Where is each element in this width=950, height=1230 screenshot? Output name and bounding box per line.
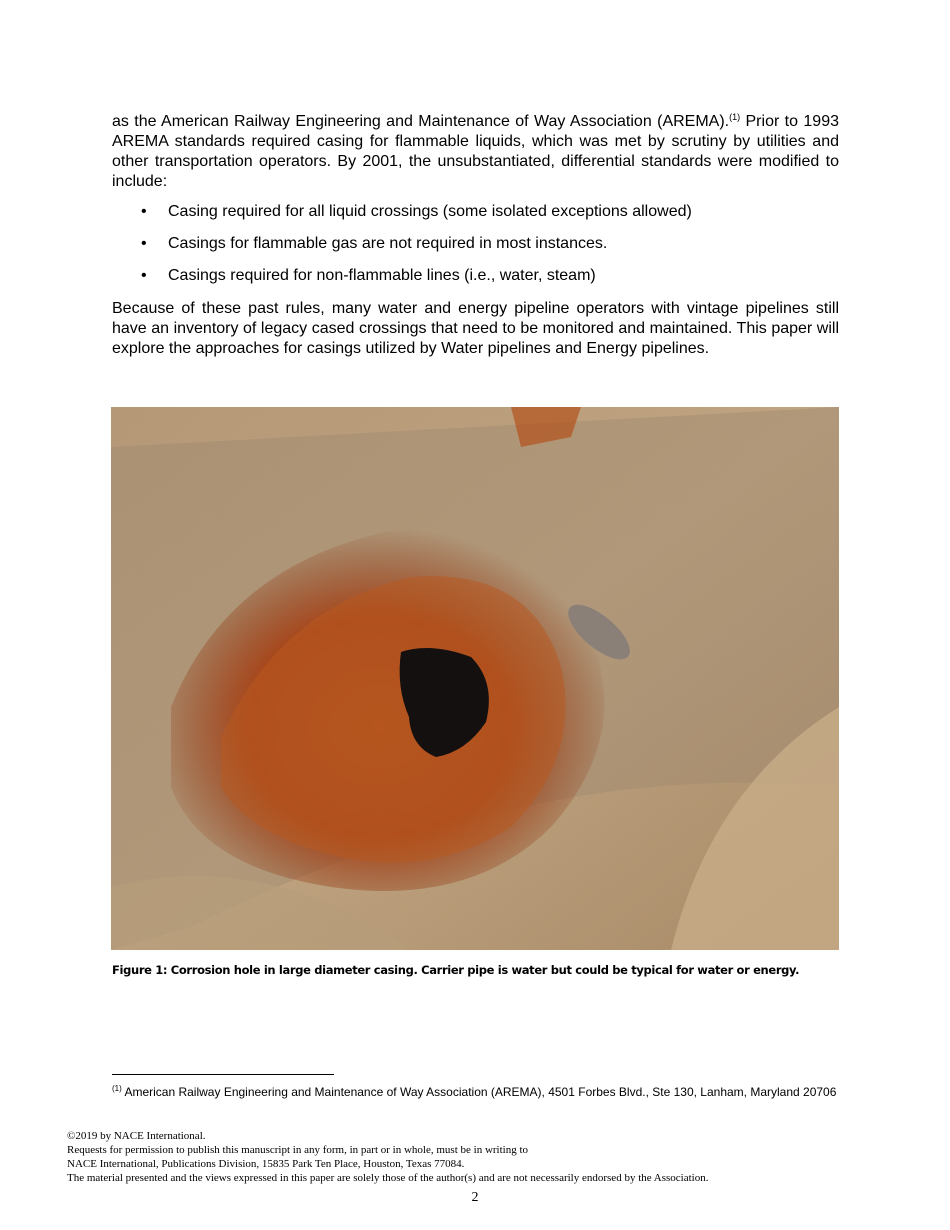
copyright-line: The material presented and the views expressed in this paper are solely those of the author(s) and are not necessarily endorsed by the Association. <box>67 1172 709 1184</box>
copyright-line: Requests for permission to publish this manuscript in any form, in part or in whole, must be in writing to <box>67 1144 529 1156</box>
list-item-text: Casings for flammable gas are not required in most instances. <box>168 235 608 252</box>
list-item <box>112 202 839 222</box>
list-item-text: Casing required for all liquid crossings (some isolated exceptions allowed) <box>168 203 692 220</box>
bullet-icon: • <box>141 267 147 284</box>
list-item-text: Casings required for non-flammable lines (i.e., water, steam) <box>168 267 596 284</box>
copyright-line: NACE International, Publications Division, 15835 Park Ten Place, Houston, Texas 77084. <box>67 1158 465 1170</box>
footnote-reference: (1) <box>729 112 741 122</box>
figure-1-photo <box>111 407 839 950</box>
corrosion-hole-photo <box>111 407 839 950</box>
bullet-icon: • <box>141 203 147 220</box>
bullet-icon: • <box>141 235 147 252</box>
body-paragraph-1 <box>112 112 839 192</box>
footnote <box>112 1085 839 1100</box>
list-item <box>112 234 839 254</box>
para1-text: as the American Railway Engineering and Maintenance of Way Association (AREMA). <box>112 113 730 130</box>
para1-text-continued: Prior to 1993 AREMA standards required casing for flammable liquids, which was met by scrutiny by utilities and other transportation operators. By 2001, the unsubstantiated, differential standards were modified to include: <box>112 113 840 190</box>
figure-caption: Figure 1: Corrosion hole in large diameter casing. Carrier pipe is water but could be typical for water or energy. <box>112 963 800 977</box>
bullet-list <box>112 202 839 298</box>
body-paragraph-2: Because of these past rules, many water and energy pipeline operators with vintage pipelines still have an inventory of legacy cased crossings that need to be monitored and maintained. This paper will explore the approaches for casings utilized by Water pipelines and Energy pipelines. <box>112 300 839 357</box>
copyright-line: ©2019 by NACE International. <box>67 1130 206 1142</box>
copyright-notice <box>67 1129 927 1185</box>
page-number: 2 <box>471 1190 479 1205</box>
footnote-text: American Railway Engineering and Maintenance of Way Association (AREMA), 4501 Forbes Blvd., Ste 130, Lanham, Maryland 20706 <box>121 1085 837 1099</box>
list-item <box>112 266 839 286</box>
footnote-divider <box>112 1074 334 1075</box>
footnote-marker: (1) <box>112 1084 122 1093</box>
